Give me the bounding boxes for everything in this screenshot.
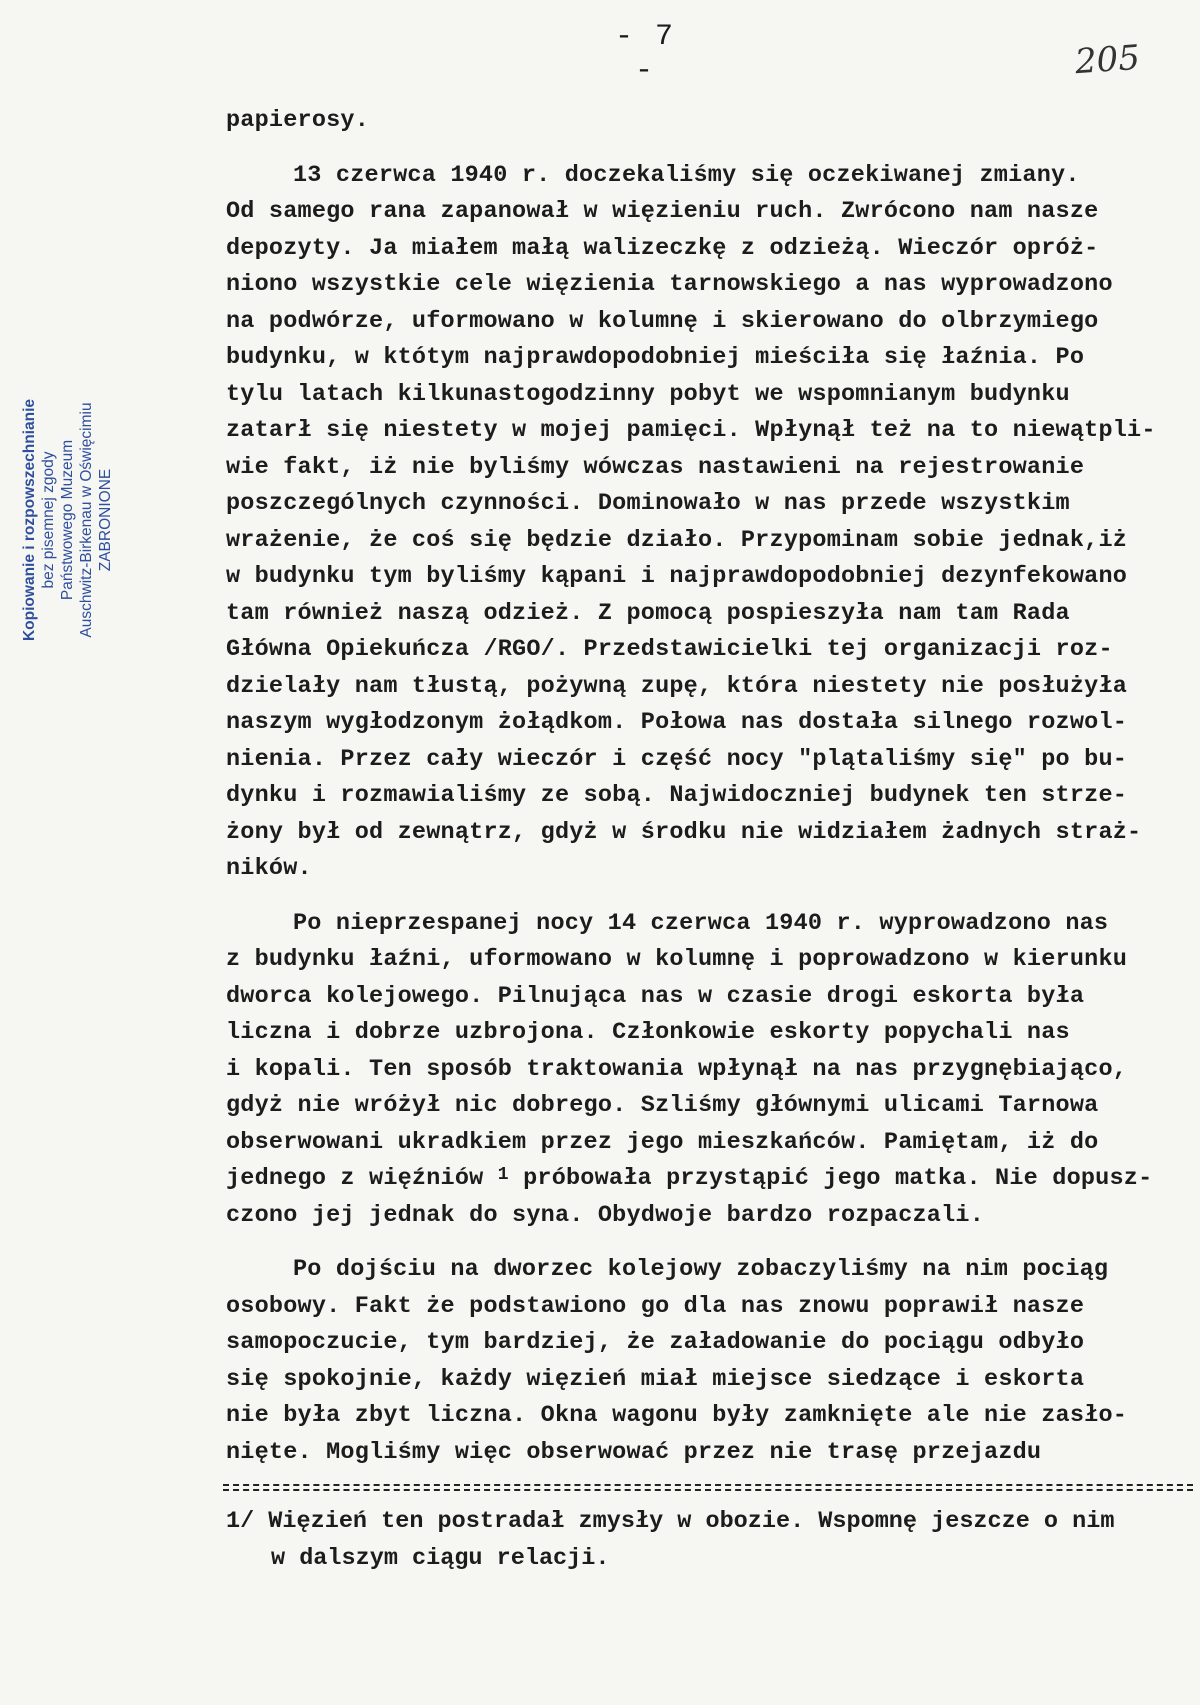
stamp-line: Auschwitz-Birkenau w Oświęcimiu <box>78 402 95 638</box>
text-line: gdyż nie wróżył nic dobrego. Szliśmy głównymi ulicami Tarnowa <box>226 1092 1099 1119</box>
stamp-line: ZABRONIONE <box>97 468 114 572</box>
page-number: - 7 - <box>614 20 675 88</box>
text-line: naszym wygłodzonym żołądkom. Połowa nas dostała silnego rozwol- <box>226 709 1128 736</box>
text-line: nienia. Przez cały wieczór i część nocy "plątaliśmy się" po bu- <box>226 745 1128 773</box>
text-line: i kopali. Ten sposób traktowania wpłynął na nas przygnębiająco, <box>226 1055 1128 1083</box>
text-line: tam również naszą odzież. Z pomocą pospieszyła nam tam Rada <box>226 599 1070 627</box>
text-line: wrażenie, że coś się będzie działo. Przypominam sobie jednak,iż <box>226 526 1128 554</box>
text-line: budynku, w któtym najprawdopodobniej mieściła się łaźnia. Po <box>226 344 1085 371</box>
text-line: zatarł się niestety w mojej pamięci. Wpłynął też na to niewątpli- <box>226 417 1156 444</box>
text-line: osobowy. Fakt że podstawiono go dla nas znowu poprawił nasze <box>226 1292 1085 1320</box>
text-line: dynku i rozmawialiśmy ze sobą. Najwidoczniej budynek ten strze- <box>226 782 1128 809</box>
copyright-stamp <box>20 280 170 760</box>
footnote-line: w dalszym ciągu relacji. <box>271 1544 610 1572</box>
text-line: się spokojnie, każdy więzień miał miejsce siedzące i eskorta <box>226 1365 1085 1393</box>
text-fragment: jednego z więźniów <box>226 1165 484 1192</box>
text-line: dzielały nam tłustą, pożywną zupę, która niestety nie posłużyła <box>226 672 1128 700</box>
text-line: nięte. Mogliśmy więc obserwować przez nie trasę przejazdu <box>226 1438 1042 1466</box>
text-line: nie była zbyt liczna. Okna wagonu były zamknięte ale nie zasło- <box>226 1402 1128 1429</box>
text-line-with-footnote <box>226 1161 1186 1198</box>
text-line: Po dojściu na dworzec kolejowy zobaczyliśmy na nim pociąg <box>293 1256 1109 1283</box>
text-line: czono jej jednak do syna. Obydwoje bardzo rozpaczali. <box>226 1201 985 1229</box>
text-line: samopoczucie, tym bardziej, że załadowanie do pociągu odbyło <box>226 1329 1085 1356</box>
footnote-line: 1/ Więzień ten postradał zmysły w obozie. Wspomnę jeszcze o nim <box>226 1508 1115 1535</box>
text-line: tylu latach kilkunastogodzinny pobyt we wspomnianym budynku <box>226 380 1070 408</box>
text-fragment: próbowała przystąpić jego matka. Nie dopusz- <box>508 1165 1153 1192</box>
text-line: dworca kolejowego. Pilnująca nas w czasie drogi eskorta była <box>226 982 1085 1010</box>
text-line: z budynku łaźni, uformowano w kolumnę i poprowadzono w kierunku <box>226 946 1128 973</box>
text-line: Główna Opiekuńcza /RGO/. Przedstawicielki tej organizacji roz- <box>226 636 1113 663</box>
footnote <box>226 1504 1186 1577</box>
footnote-separator-second <box>223 1489 1193 1491</box>
typewritten-body <box>226 103 1186 1471</box>
text-line: 13 czerwca 1940 r. doczekaliśmy się oczekiwanej zmiany. <box>293 161 1080 189</box>
text-line: papierosy. <box>226 107 370 134</box>
text-line: depozyty. Ja miałem małą walizeczkę z odzieżą. Wieczór opróż- <box>226 234 1099 262</box>
stamp-line: Kopiowanie i rozpowszechnianie <box>21 399 38 642</box>
stamp-line: bez pisemnej zgody <box>40 451 57 589</box>
text-line: obserwowani ukradkiem przez jego mieszkańców. Pamiętam, iż do <box>226 1128 1099 1156</box>
archive-number: 205 <box>1073 37 1142 83</box>
text-line: Po nieprzespanej nocy 14 czerwca 1940 r. wyprowadzono nas <box>293 909 1109 937</box>
text-line: ników. <box>226 855 312 882</box>
text-line: poszczególnych czynności. Dominowało w nas przede wszystkim <box>226 490 1070 517</box>
text-line: liczna i dobrze uzbrojona. Członkowie eskorty popychali nas <box>226 1019 1070 1046</box>
text-line: w budynku tym byliśmy kąpani i najprawdopodobniej dezynfekowano <box>226 563 1128 590</box>
text-line: żony był od zewnątrz, gdyż w środku nie widziałem żadnych straż- <box>226 818 1142 846</box>
footnote-separator <box>223 1484 1193 1486</box>
text-line: Od samego rana zapanował w więzieniu ruch. Zwrócono nam nasze <box>226 198 1099 225</box>
text-line: na podwórze, uformowano w kolumnę i skierowano do olbrzymiego <box>226 307 1099 335</box>
text-line: wie fakt, iż nie byliśmy wówczas nastawieni na rejestrowanie <box>226 453 1085 481</box>
text-line: niono wszystkie cele więzienia tarnowskiego a nas wyprowadzono <box>226 271 1113 298</box>
stamp-line: Państwowego Muzeum <box>59 439 76 601</box>
footnote-reference[interactable]: 1 <box>497 1165 509 1185</box>
